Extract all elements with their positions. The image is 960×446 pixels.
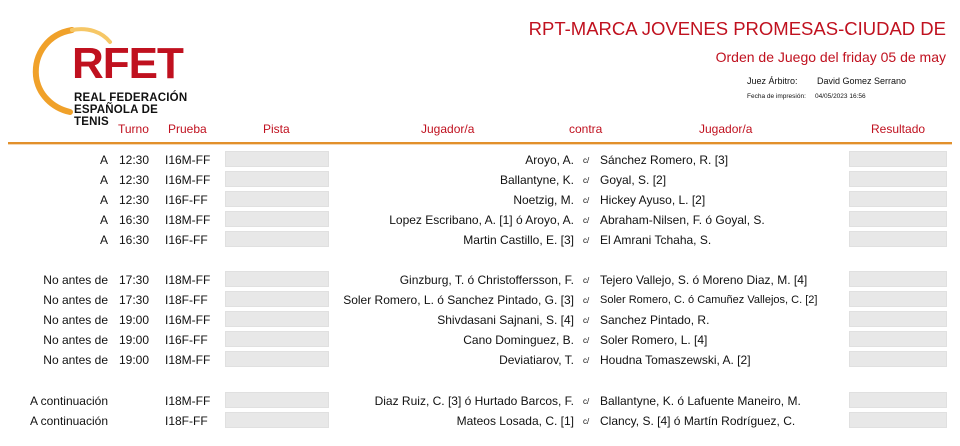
table-row xyxy=(0,230,960,250)
pista-cell xyxy=(225,412,329,428)
table-row xyxy=(0,190,960,210)
time-cell: 12:30 xyxy=(119,173,150,187)
column-header-resultado: Resultado xyxy=(871,122,926,136)
player1-cell: Deviatiarov, T. xyxy=(499,353,574,367)
player2-cell: Clancy, S. [4] ó Martín Rodríguez, C. xyxy=(600,414,796,428)
player2-cell: Abraham-Nilsen, F. ó Goyal, S. xyxy=(600,213,765,227)
player1-cell: Noetzig, M. xyxy=(513,193,574,207)
table-row xyxy=(0,330,960,350)
table-row xyxy=(0,270,960,290)
print-date-label: Fecha de impresión: xyxy=(747,93,806,100)
prueba-cell: I18M-FF xyxy=(165,213,211,227)
versus-cell: c/ xyxy=(583,336,590,345)
versus-cell: c/ xyxy=(583,216,590,225)
player2-cell: Houdna Tomaszewski, A. [2] xyxy=(600,353,751,367)
player1-cell: Ginzburg, T. ó Christoffersson, F. xyxy=(399,273,574,287)
versus-cell: c/ xyxy=(583,176,590,185)
logo-subtitle-line1: REAL FEDERACIÓN xyxy=(74,92,188,104)
time-cell: 17:30 xyxy=(119,293,150,307)
prueba-cell: I18F-FF xyxy=(165,293,208,307)
pista-cell xyxy=(225,392,329,408)
time-cell: 17:30 xyxy=(119,273,150,287)
pista-cell xyxy=(225,151,329,167)
turno-cell: A xyxy=(99,233,108,247)
resultado-cell xyxy=(849,211,947,227)
resultado-cell xyxy=(849,171,947,187)
resultado-cell xyxy=(849,311,947,327)
versus-cell: c/ xyxy=(583,397,590,406)
player2-cell: Hickey Ayuso, L. [2] xyxy=(600,193,706,207)
player2-cell: Goyal, S. [2] xyxy=(600,173,667,187)
table-row xyxy=(0,170,960,190)
column-header-player2: Jugador/a xyxy=(699,122,753,136)
table-row xyxy=(0,210,960,230)
prueba-cell: I16M-FF xyxy=(165,153,211,167)
rfet-logo xyxy=(28,22,188,128)
resultado-cell xyxy=(849,291,947,307)
player2-cell: Tejero Vallejo, S. ó Moreno Diaz, M. [4] xyxy=(600,273,808,287)
schedule-subtitle: Orden de Juego del friday 05 de may xyxy=(715,49,946,65)
prueba-cell: I16M-FF xyxy=(165,173,211,187)
table-row xyxy=(0,411,960,431)
resultado-cell xyxy=(849,351,947,367)
player2-cell: Soler Romero, C. ó Camuñez Vallejos, C. [2] xyxy=(600,294,818,306)
table-row xyxy=(0,350,960,370)
player1-cell: Aroyo, A. xyxy=(525,153,574,167)
turno-cell: No antes de xyxy=(43,353,108,367)
prueba-cell: I18M-FF xyxy=(165,394,211,408)
column-header-player1: Jugador/a xyxy=(421,122,475,136)
table-row xyxy=(0,290,960,310)
time-cell: 19:00 xyxy=(119,353,150,367)
pista-cell xyxy=(225,271,329,287)
referee-name: David Gomez Serrano xyxy=(817,76,907,86)
time-cell: 12:30 xyxy=(119,193,150,207)
versus-cell: c/ xyxy=(583,316,590,325)
prueba-cell: I16M-FF xyxy=(165,313,211,327)
player1-cell: Ballantyne, K. xyxy=(499,173,574,187)
time-cell: 19:00 xyxy=(119,313,150,327)
resultado-cell xyxy=(849,392,947,408)
time-cell: 16:30 xyxy=(119,233,150,247)
player2-cell: El Amrani Tchaha, S. xyxy=(600,233,712,247)
versus-cell: c/ xyxy=(583,236,590,245)
pista-cell xyxy=(225,211,329,227)
player2-cell: Sanchez Pintado, R. xyxy=(600,313,710,327)
pista-cell xyxy=(225,351,329,367)
player2-cell: Ballantyne, K. ó Lafuente Maneiro, M. xyxy=(600,394,801,408)
turno-cell: A continuación xyxy=(29,414,108,428)
versus-cell: c/ xyxy=(583,296,590,305)
header-divider-shadow xyxy=(8,144,952,145)
pista-cell xyxy=(225,191,329,207)
versus-cell: c/ xyxy=(583,156,590,165)
column-header-prueba: Prueba xyxy=(168,122,207,136)
turno-cell: A xyxy=(99,153,108,167)
table-row xyxy=(0,310,960,330)
player1-cell: Mateos Losada, C. [1] xyxy=(456,414,574,428)
player1-cell: Lopez Escribano, A. [1] ó Aroyo, A. xyxy=(389,213,574,227)
logo-wordmark: RFET xyxy=(72,39,183,88)
turno-cell: No antes de xyxy=(43,333,108,347)
column-header-pista: Pista xyxy=(263,122,290,136)
prueba-cell: I16F-FF xyxy=(165,193,208,207)
player1-cell: Soler Romero, L. ó Sanchez Pintado, G. [3] xyxy=(343,293,574,307)
turno-cell: No antes de xyxy=(43,293,108,307)
player1-cell: Cano Dominguez, B. xyxy=(463,333,574,347)
resultado-cell xyxy=(849,151,947,167)
time-cell: 12:30 xyxy=(119,153,150,167)
prueba-cell: I16F-FF xyxy=(165,233,208,247)
turno-cell: A xyxy=(99,173,108,187)
prueba-cell: I18M-FF xyxy=(165,273,211,287)
turno-cell: A xyxy=(99,193,108,207)
player1-cell: Martin Castillo, E. [3] xyxy=(463,233,574,247)
resultado-cell xyxy=(849,231,947,247)
player1-cell: Diaz Ruiz, C. [3] ó Hurtado Barcos, F. xyxy=(374,394,574,408)
time-cell: 16:30 xyxy=(119,213,150,227)
resultado-cell xyxy=(849,331,947,347)
resultado-cell xyxy=(849,271,947,287)
versus-cell: c/ xyxy=(583,276,590,285)
turno-cell: No antes de xyxy=(43,313,108,327)
player2-cell: Soler Romero, L. [4] xyxy=(600,333,708,347)
logo-subtitle-line2: ESPAÑOLA DE TENIS xyxy=(74,104,158,128)
table-row xyxy=(0,391,960,411)
prueba-cell: I18M-FF xyxy=(165,353,211,367)
time-cell: 19:00 xyxy=(119,333,150,347)
pista-cell xyxy=(225,171,329,187)
pista-cell xyxy=(225,331,329,347)
prueba-cell: I16F-FF xyxy=(165,333,208,347)
column-header-contra: contra xyxy=(569,122,603,136)
pista-cell xyxy=(225,291,329,307)
turno-cell: No antes de xyxy=(43,273,108,287)
turno-cell: A xyxy=(99,213,108,227)
player2-cell: Sánchez Romero, R. [3] xyxy=(600,153,729,167)
prueba-cell: I18F-FF xyxy=(165,414,208,428)
tournament-title: RPT-MARCA JOVENES PROMESAS-CIUDAD DE xyxy=(528,18,946,39)
versus-cell: c/ xyxy=(583,417,590,426)
player1-cell: Shivdasani Sajnani, S. [4] xyxy=(437,313,574,327)
pista-cell xyxy=(225,311,329,327)
pista-cell xyxy=(225,231,329,247)
versus-cell: c/ xyxy=(583,356,590,365)
referee-label: Juez Árbitro: xyxy=(747,76,798,86)
resultado-cell xyxy=(849,191,947,207)
print-date: 04/05/2023 16:56 xyxy=(815,93,866,100)
turno-cell: A continuación xyxy=(29,394,108,408)
column-header-turno: Turno xyxy=(118,122,149,136)
versus-cell: c/ xyxy=(583,196,590,205)
resultado-cell xyxy=(849,412,947,428)
table-row xyxy=(0,150,960,170)
